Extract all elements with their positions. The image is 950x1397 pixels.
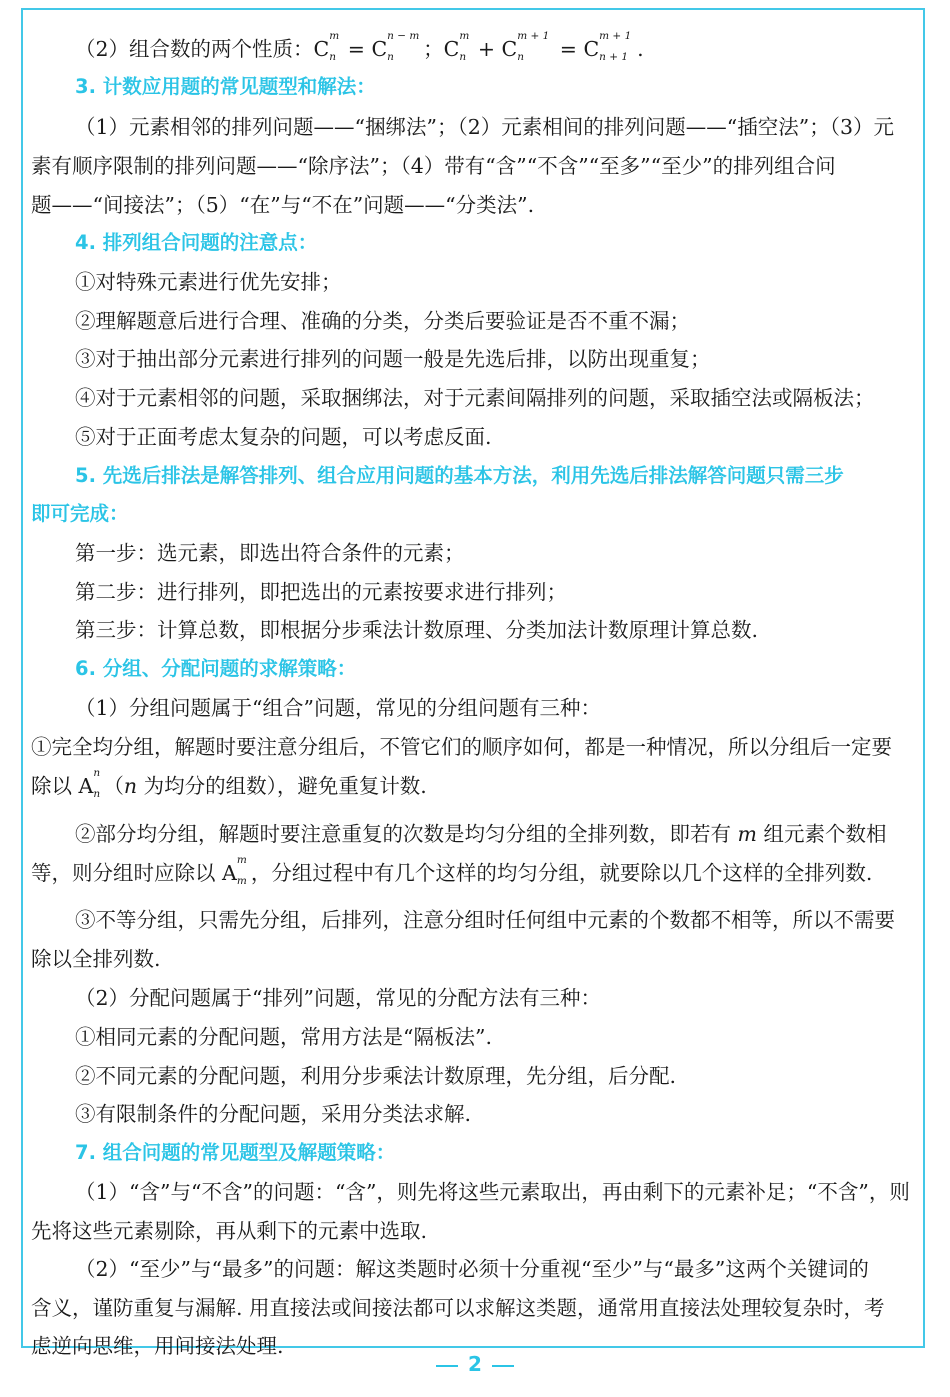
paragraph-line: ②部分均分组，解题时要注意重复的次数是均匀分组的全排列数，即若有 m 组元素个数相	[75, 822, 887, 846]
list-item: ①对特殊元素进行优先安排；	[75, 270, 342, 294]
equals: =	[341, 37, 372, 61]
list-item: ①相同元素的分配问题，常用方法是“隔板法”.	[75, 1025, 492, 1049]
heading-7: 7. 组合问题的常见题型及解题策略：	[75, 1141, 396, 1164]
paragraph-line: （1）元素相邻的排列问题——“捆绑法”；（2）元素相间的排列问题——“插空法”；（3）元	[75, 115, 895, 139]
paragraph-line: 除以 A n n （n 为均分的组数），避免重复计数.	[31, 767, 427, 800]
equals: =	[553, 37, 584, 61]
formula-a: A m m	[222, 854, 247, 887]
step-line: 第三步：计算总数，即根据分步乘法计数原理、分类加法计数原理计算总数.	[75, 618, 759, 642]
paragraph-line: （2）“至少”与“最多”的问题：解这类题时必须十分重视“至少”与“最多”这两个关键词的	[75, 1257, 869, 1281]
list-item: ③有限制条件的分配问题，采用分类法求解.	[75, 1102, 472, 1126]
formula-c: C m n	[443, 30, 470, 63]
list-item: ⑤对于正面考虑太复杂的问题，可以考虑反面.	[75, 425, 492, 449]
heading-4: 4. 排列组合问题的注意点：	[75, 231, 318, 254]
list-item: ③对于抽出部分元素进行排列的问题一般是先选后排，以防出现重复；	[75, 347, 711, 371]
page-number: 2	[468, 1352, 482, 1376]
list-item: ④对于元素相邻的问题，采取捆绑法，对于元素间隔排列的问题，采取插空法或隔板法；	[75, 386, 875, 410]
formula-c: C n − m n	[371, 30, 420, 63]
paragraph-line: 除以全排列数.	[31, 947, 161, 971]
formula-c: C m + 1 n	[501, 30, 550, 63]
text: （2）组合数的两个性质：	[75, 37, 314, 61]
paragraph-line: ③不等分组，只需先分组，后排列，注意分组时任何组中元素的个数都不相等，所以不需要	[75, 908, 895, 932]
paragraph-line: 虑逆向思维，用间接法处理.	[31, 1334, 284, 1358]
footer-dash-left	[436, 1365, 458, 1367]
list-item: ②理解题意后进行合理、准确的分类，分类后要验证是否不重不漏；	[75, 309, 690, 333]
heading-5: 5. 先选后排法是解答排列、组合应用问题的基本方法，利用先选后排法解答问题只需三步	[75, 464, 844, 487]
heading-5-cont: 即可完成：	[31, 502, 129, 525]
heading-3: 3. 计数应用题的常见题型和解法：	[75, 75, 376, 98]
paragraph-line: 含义，谨防重复与漏解. 用直接法或间接法都可以求解这类题，通常用直接法处理较复杂时，考	[31, 1296, 885, 1320]
page-footer	[0, 1352, 950, 1376]
heading-6: 6. 分组、分配问题的求解策略：	[75, 657, 357, 680]
paragraph-line: 等，则分组时应除以 A m m ，分组过程中有几个这样的均匀分组，就要除以几个这样的全排列数.	[31, 854, 873, 887]
paragraph-line: （1）“含”与“不含”的问题：“含”，则先将这些元素取出，再由剩下的元素补足；“不含”，则	[75, 1180, 910, 1204]
paragraph-line: 先将这些元素剔除，再从剩下的元素中选取.	[31, 1219, 428, 1243]
formula-c: C m + 1 n + 1	[583, 30, 632, 63]
paragraph-line: （2）分配问题属于“排列”问题，常见的分配方法有三种：	[75, 986, 602, 1010]
step-line: 第一步：选元素，即选出符合条件的元素；	[75, 541, 465, 565]
step-line: 第二步：进行排列，即把选出的元素按要求进行排列；	[75, 580, 567, 604]
paragraph-line: ①完全均分组，解题时要注意分组后，不管它们的顺序如何，都是一种情况，所以分组后一定要	[31, 735, 892, 759]
paragraph-line: 题——“间接法”；（5）“在”与“不在”问题——“分类法”.	[31, 193, 535, 217]
footer-dash-right	[492, 1365, 514, 1367]
combination-properties-line: （2）组合数的两个性质：C m n = C n − m n ；C m n + C m + 1 n = C m + 1 n + 1 .	[75, 30, 644, 63]
formula-a: A n n	[78, 767, 101, 800]
list-item: ②不同元素的分配问题，利用分步乘法计数原理，先分组，后分配.	[75, 1064, 677, 1088]
paragraph-line: 素有顺序限制的排列问题——“除序法”；（4）带有“含”“不含”“至多”“至少”的排列组合问	[31, 154, 836, 178]
plus: +	[471, 37, 502, 61]
formula-c: C m n	[313, 30, 340, 63]
paragraph-line: （1）分组问题属于“组合”问题，常见的分组问题有三种：	[75, 696, 602, 720]
separator: ；	[423, 37, 444, 61]
